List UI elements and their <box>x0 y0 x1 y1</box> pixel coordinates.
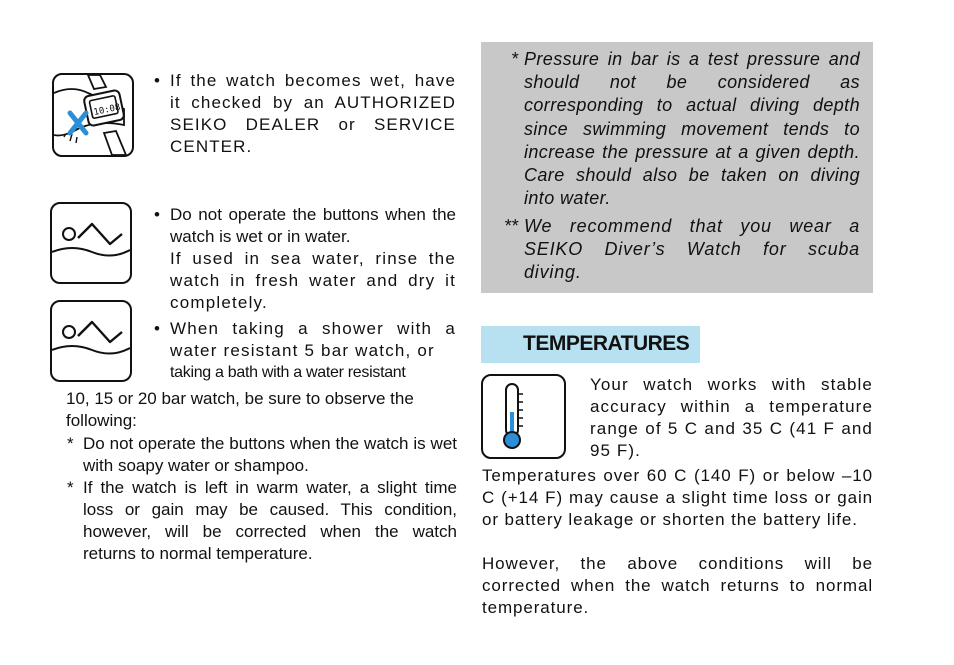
bullet-3: • <box>154 319 160 338</box>
pressure-note: Pressure in bar is a test pressure and should not be considered as corresponding to actual diving depth since swimming movement tends to increase the pressure at a given depth. Care should also be taken on diving into water. <box>524 49 860 209</box>
soapy-note: Do not operate the buttons when the watch is wet with soapy water or shampoo. <box>83 434 457 475</box>
diver-watch-note: We recommend that you wear a SEIKO Diver’s Watch for scuba diving. <box>524 216 860 283</box>
wet-watch-text: If the watch becomes wet, have it checked by an AUTHORIZED SEIKO DEALER or SERVICE CENTER. <box>170 71 456 156</box>
note-mark: ** <box>503 216 518 236</box>
water-wave-icon <box>50 300 132 382</box>
buttons-wet-text: Do not operate the buttons when the watch is wet or in water. <box>170 205 456 246</box>
temp-intro: Your watch works with stable accuracy within a temperature range of 5 C and 35 C (41 F and 95 F). <box>590 375 873 460</box>
shower-text: When taking a shower with a water resistant 5 bar watch, or <box>170 319 456 360</box>
bullet-2: • <box>154 205 160 224</box>
water-wave-icon <box>50 202 132 284</box>
bath-cont-text: 10, 15 or 20 bar watch, be sure to observe the following: <box>66 389 414 430</box>
bullet-1: • <box>154 71 160 90</box>
section-title <box>481 326 700 363</box>
sea-water-text: If used in sea water, rinse the watch in fresh water and dry it completely. <box>170 249 456 312</box>
note-mark: * <box>510 49 518 69</box>
bath-text: taking a bath with a water resistant <box>170 364 406 381</box>
temp-paragraph-2: However, the above conditions will be corrected when the watch returns to normal temperature. <box>482 554 873 617</box>
wet-watch-icon <box>52 73 134 157</box>
svg-text:10:08: 10:08 <box>92 102 122 119</box>
note-mark: * <box>67 434 74 453</box>
note-mark: * <box>67 478 74 497</box>
temp-paragraph-1: Temperatures over 60 C (140 F) or below –10 C (+14 F) may cause a slight time loss or gain or battery leakage or shorten the battery life. <box>482 466 873 529</box>
warm-water-note: If the watch is left in warm water, a slight time loss or gain may be caused. This condition, however, will be corrected when the watch returns to normal temperature. <box>83 478 457 563</box>
section-title-text: TEMPERATURES <box>523 332 690 355</box>
thermometer-icon <box>481 374 566 459</box>
